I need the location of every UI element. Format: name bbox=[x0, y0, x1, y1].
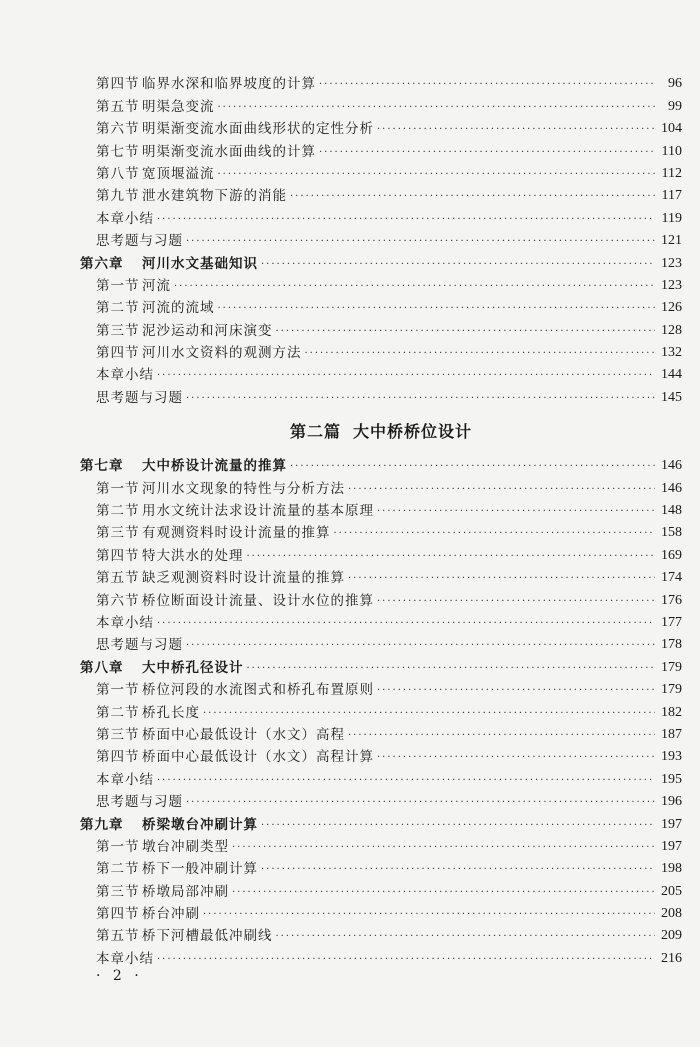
toc-entry-title: 本章小结 bbox=[96, 614, 154, 631]
toc-entry-page: 123 bbox=[661, 277, 682, 293]
toc-entry-title: 桥位断面设计流量、设计水位的推算 bbox=[142, 592, 374, 609]
dot-leader bbox=[157, 614, 655, 634]
toc-entry-page: 146 bbox=[661, 480, 682, 496]
toc-entry-page: 104 bbox=[661, 121, 682, 137]
toc-entry-title: 河川水文基础知识 bbox=[142, 255, 258, 272]
dot-leader bbox=[319, 143, 655, 163]
toc-entry-title: 桥下河槽最低冲刷线 bbox=[142, 928, 273, 945]
toc-section-row bbox=[80, 836, 682, 858]
toc-entry-title: 大中桥孔径设计 bbox=[142, 659, 244, 676]
toc-entry-title: 有观测资料时设计流量的推算 bbox=[142, 525, 331, 542]
toc-entry-page: 193 bbox=[661, 749, 682, 765]
toc-section-row bbox=[80, 163, 682, 185]
toc-entry-number: 第四节 bbox=[96, 547, 140, 564]
toc-entry-page: 123 bbox=[661, 255, 682, 271]
toc-entry-number: 第四节 bbox=[96, 345, 140, 362]
toc-entry-title: 桥台冲刷 bbox=[142, 906, 200, 923]
toc-entry-page: 110 bbox=[661, 143, 682, 159]
toc-entry-title: 河川水文现象的特性与分析方法 bbox=[142, 480, 345, 497]
toc-section-row bbox=[80, 679, 682, 701]
toc-entry-title: 泥沙运动和河床演变 bbox=[142, 322, 273, 339]
dot-leader bbox=[157, 771, 655, 791]
dot-leader bbox=[305, 344, 656, 364]
dot-leader bbox=[377, 120, 655, 140]
toc-entry-page: 99 bbox=[668, 98, 682, 114]
toc-section-row bbox=[80, 342, 682, 364]
toc-entry-number: 第六节 bbox=[96, 121, 140, 138]
toc-entry-title: 缺乏观测资料时设计流量的推算 bbox=[142, 570, 345, 587]
dot-leader bbox=[157, 950, 655, 970]
dot-leader bbox=[348, 726, 655, 746]
toc-entry-title: 明渠渐变流水面曲线形状的定性分析 bbox=[142, 121, 374, 138]
toc-summary-row bbox=[80, 791, 682, 813]
toc-section-row bbox=[80, 880, 682, 902]
toc-entry-title: 桥梁墩台冲刷计算 bbox=[142, 816, 258, 833]
toc-section-row bbox=[80, 589, 682, 611]
toc-entry-number: 第四节 bbox=[96, 906, 140, 923]
dot-leader bbox=[203, 704, 655, 724]
toc-entry-page: 145 bbox=[661, 389, 682, 405]
toc-entry-number: 第五节 bbox=[96, 98, 140, 115]
toc-entry-number: 第六节 bbox=[96, 592, 140, 609]
toc-entry-page: 179 bbox=[661, 682, 682, 698]
toc-section-row bbox=[80, 118, 682, 140]
toc-summary-row bbox=[80, 364, 682, 386]
toc-entry-number: 第二节 bbox=[96, 861, 140, 878]
toc-entry-title: 思考题与习题 bbox=[96, 637, 183, 654]
toc-entry-number: 第八章 bbox=[80, 659, 124, 676]
toc-section-row bbox=[80, 746, 682, 768]
toc-section-row bbox=[80, 477, 682, 499]
toc-entry-title: 桥面中心最低设计（水文）高程 bbox=[142, 726, 345, 743]
toc-entry-page: 205 bbox=[661, 883, 682, 899]
toc-entry-title: 泄水建筑物下游的消能 bbox=[142, 188, 287, 205]
part-heading bbox=[80, 409, 682, 455]
toc-summary-row bbox=[80, 386, 682, 408]
toc-entry-page: 148 bbox=[661, 503, 682, 519]
toc-entry-page: 182 bbox=[661, 704, 682, 720]
toc-entry-number: 第三节 bbox=[96, 525, 140, 542]
toc-entry-title: 大中桥设计流量的推算 bbox=[142, 458, 287, 475]
dot-leader bbox=[174, 277, 655, 297]
toc-summary-row bbox=[80, 634, 682, 656]
dot-leader bbox=[377, 502, 655, 522]
toc-entry-number: 第六章 bbox=[80, 255, 124, 272]
toc-entry-page: 117 bbox=[661, 188, 682, 204]
toc-entry-page: 126 bbox=[661, 300, 682, 316]
toc-entry-page: 196 bbox=[661, 794, 682, 810]
toc-entry-page: 169 bbox=[661, 547, 682, 563]
dot-leader bbox=[247, 547, 656, 567]
toc-entry-title: 墩台冲刷类型 bbox=[142, 838, 229, 855]
toc-entry-page: 132 bbox=[661, 345, 682, 361]
toc-section-row bbox=[80, 544, 682, 566]
toc-entry-number: 第二节 bbox=[96, 503, 140, 520]
toc-entry-title: 宽顶堰溢流 bbox=[142, 165, 215, 182]
toc-entry-number: 第三节 bbox=[96, 726, 140, 743]
toc-entry-title: 本章小结 bbox=[96, 950, 154, 967]
toc-entry-number: 第七节 bbox=[96, 143, 140, 160]
toc-entry-number: 第四节 bbox=[96, 749, 140, 766]
toc-entry-number: 第八节 bbox=[96, 165, 140, 182]
toc-entry-title: 思考题与习题 bbox=[96, 794, 183, 811]
toc-section-row bbox=[80, 858, 682, 880]
toc-section-row bbox=[80, 903, 682, 925]
toc-entry-page: 208 bbox=[661, 906, 682, 922]
dot-leader bbox=[203, 905, 655, 925]
toc-entry-title: 本章小结 bbox=[96, 210, 154, 227]
toc-entry-title: 河流的流域 bbox=[142, 300, 215, 317]
dot-leader bbox=[186, 636, 655, 656]
toc-summary-row bbox=[80, 947, 682, 969]
dot-leader bbox=[186, 232, 655, 252]
dot-leader bbox=[377, 748, 655, 768]
dot-leader bbox=[276, 927, 656, 947]
toc-entry-page: 197 bbox=[661, 838, 682, 854]
toc-entry-page: 198 bbox=[661, 861, 682, 877]
toc-entry-page: 146 bbox=[661, 458, 682, 474]
toc-list-part2 bbox=[80, 455, 682, 970]
toc-entry-page: 179 bbox=[661, 659, 682, 675]
toc-entry-number: 第一节 bbox=[96, 682, 140, 699]
toc-entry-title: 特大洪水的处理 bbox=[142, 547, 244, 564]
toc-section-row bbox=[80, 567, 682, 589]
toc-entry-number: 第四节 bbox=[96, 76, 140, 93]
toc-section-row bbox=[80, 95, 682, 117]
toc-entry-page: 176 bbox=[661, 592, 682, 608]
dot-leader bbox=[290, 187, 655, 207]
toc-entry-number: 第三节 bbox=[96, 322, 140, 339]
toc-entry-page: 178 bbox=[661, 637, 682, 653]
toc-entry-page: 128 bbox=[661, 322, 682, 338]
toc-entry-number: 第一节 bbox=[96, 277, 140, 294]
toc-section-row bbox=[80, 275, 682, 297]
toc-entry-page: 187 bbox=[661, 726, 682, 742]
toc-entry-page: 119 bbox=[661, 210, 682, 226]
part-title: 大中桥桥位设计 bbox=[353, 421, 473, 441]
toc-entry-title: 明渠渐变流水面曲线的计算 bbox=[142, 143, 316, 160]
dot-leader bbox=[157, 210, 655, 230]
toc-entry-page: 197 bbox=[661, 816, 682, 832]
toc-entry-title: 思考题与习题 bbox=[96, 389, 183, 406]
toc-entry-title: 明渠急变流 bbox=[142, 98, 215, 115]
toc-entry-page: 112 bbox=[661, 165, 682, 181]
toc-entry-title: 桥孔长度 bbox=[142, 704, 200, 721]
toc-chapter-row bbox=[80, 656, 682, 678]
dot-leader bbox=[232, 883, 655, 903]
toc-entry-page: 144 bbox=[661, 367, 682, 383]
toc-entry-title: 桥下一般冲刷计算 bbox=[142, 861, 258, 878]
toc-entry-page: 174 bbox=[661, 570, 682, 586]
toc-entry-title: 用水文统计法求设计流量的基本原理 bbox=[142, 503, 374, 520]
toc-entry-number: 第一节 bbox=[96, 838, 140, 855]
toc-entry-page: 177 bbox=[661, 614, 682, 630]
toc-chapter-row bbox=[80, 455, 682, 477]
toc-summary-row bbox=[80, 768, 682, 790]
toc-entry-title: 本章小结 bbox=[96, 367, 154, 384]
toc-entry-title: 桥面中心最低设计（水文）高程计算 bbox=[142, 749, 374, 766]
toc-list-part1 bbox=[80, 73, 682, 409]
toc-entry-number: 第三节 bbox=[96, 883, 140, 900]
toc-entry-number: 第一节 bbox=[96, 480, 140, 497]
toc-entry-title: 河流 bbox=[142, 277, 171, 294]
toc-section-row bbox=[80, 185, 682, 207]
toc-entry-title: 本章小结 bbox=[96, 771, 154, 788]
dot-leader bbox=[290, 457, 655, 477]
dot-leader bbox=[247, 659, 656, 679]
toc-entry-page: 96 bbox=[668, 76, 682, 92]
toc-entry-title: 桥位河段的水流图式和桥孔布置原则 bbox=[142, 682, 374, 699]
toc-section-row bbox=[80, 73, 682, 95]
toc-entry-number: 第九节 bbox=[96, 188, 140, 205]
toc-section-row bbox=[80, 925, 682, 947]
table-of-contents bbox=[80, 73, 682, 970]
toc-entry-title: 河川水文资料的观测方法 bbox=[142, 345, 302, 362]
toc-entry-page: 216 bbox=[661, 950, 682, 966]
part-label: 第二篇 bbox=[289, 421, 341, 441]
toc-section-row bbox=[80, 522, 682, 544]
dot-leader bbox=[261, 860, 655, 880]
toc-entry-page: 209 bbox=[661, 928, 682, 944]
toc-entry-number: 第七章 bbox=[80, 458, 124, 475]
toc-entry-title: 临界水深和临界坡度的计算 bbox=[142, 76, 316, 93]
page-number: · 2 · bbox=[96, 968, 143, 984]
toc-entry-page: 121 bbox=[661, 233, 682, 249]
toc-summary-row bbox=[80, 230, 682, 252]
toc-entry-page: 195 bbox=[661, 771, 682, 787]
dot-leader bbox=[218, 299, 656, 319]
toc-entry-page: 158 bbox=[661, 525, 682, 541]
dot-leader bbox=[157, 366, 655, 386]
toc-section-row bbox=[80, 701, 682, 723]
dot-leader bbox=[186, 793, 655, 813]
dot-leader bbox=[377, 592, 655, 612]
dot-leader bbox=[276, 322, 656, 342]
dot-leader bbox=[232, 838, 655, 858]
dot-leader bbox=[319, 75, 655, 95]
toc-section-row bbox=[80, 140, 682, 162]
toc-entry-number: 第五节 bbox=[96, 928, 140, 945]
toc-chapter-row bbox=[80, 252, 682, 274]
dot-leader bbox=[186, 389, 655, 409]
dot-leader bbox=[218, 165, 656, 185]
toc-section-row bbox=[80, 724, 682, 746]
dot-leader bbox=[348, 480, 655, 500]
toc-entry-number: 第九章 bbox=[80, 816, 124, 833]
toc-section-row bbox=[80, 319, 682, 341]
toc-entry-number: 第二节 bbox=[96, 704, 140, 721]
dot-leader bbox=[261, 816, 655, 836]
dot-leader bbox=[261, 255, 655, 275]
toc-summary-row bbox=[80, 207, 682, 229]
toc-chapter-row bbox=[80, 813, 682, 835]
dot-leader bbox=[334, 524, 656, 544]
toc-entry-number: 第五节 bbox=[96, 570, 140, 587]
toc-section-row bbox=[80, 500, 682, 522]
toc-entry-number: 第二节 bbox=[96, 300, 140, 317]
toc-entry-title: 桥墩局部冲刷 bbox=[142, 883, 229, 900]
dot-leader bbox=[218, 98, 656, 118]
dot-leader bbox=[377, 681, 655, 701]
dot-leader bbox=[348, 569, 655, 589]
toc-entry-title: 思考题与习题 bbox=[96, 233, 183, 250]
toc-section-row bbox=[80, 297, 682, 319]
toc-summary-row bbox=[80, 612, 682, 634]
